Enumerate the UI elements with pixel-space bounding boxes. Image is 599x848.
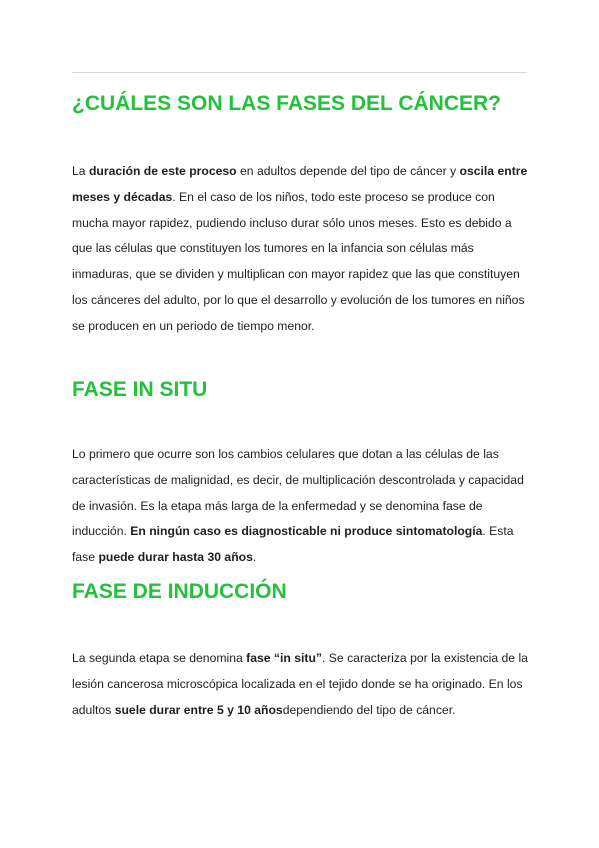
p1-line-5: inmaduras, que se dividen y multiplican con mayor rapidez que las que constituyen [72, 267, 520, 282]
p3-line-1 [72, 646, 532, 672]
text-run: fase [72, 550, 99, 565]
text-run: adultos [72, 702, 115, 717]
bold-run: fase “in situ” [246, 651, 323, 665]
induction-heading: FASE DE INDUCCIÓN [72, 580, 287, 603]
p2-line-4 [72, 519, 532, 545]
bold-run: suele durar entre 5 y 10 años [114, 702, 283, 717]
text-run: dependiendo del tipo de cáncer. [282, 702, 456, 717]
p1-line-3: mucha mayor rapidez, pudiendo incluso durar sólo unos meses. Esto es debido a [72, 215, 512, 230]
p2-line-2: características de malignidad, es decir, de multiplicación descontrolada y capacidad [72, 472, 524, 487]
text-run: La [72, 164, 89, 178]
p1-line-2 [72, 185, 532, 211]
situ-heading: FASE IN SITU [72, 378, 208, 401]
bold-run: duración de este proceso [88, 164, 237, 178]
bold-run: oscila entre [459, 164, 528, 178]
paragraph-situ [72, 442, 532, 571]
text-run: . [252, 550, 257, 565]
bold-run: meses y décadas [72, 189, 173, 204]
paragraph-induction [72, 646, 532, 723]
text-run: . Esta [482, 524, 514, 539]
p2-line-5 [72, 545, 532, 571]
p2-line-1: Lo primero que ocurre son los cambios celulares que dotan a las células de las [72, 447, 499, 461]
bold-run: En ningún caso es diagnosticable ni produce sintomatología [130, 524, 483, 539]
p1-line-4: que las células que constituyen los tumores en la infancia son células más [72, 241, 474, 256]
p3-line-3 [72, 698, 532, 724]
text-run: . Se caracteriza por la existencia de la [322, 651, 528, 665]
p3-line-2: lesión cancerosa microscópica localizada en el tejido donde se ha originado. En los [72, 676, 523, 691]
p1-line-7: se producen en un periodo de tiempo menor. [72, 318, 315, 333]
p1-line-1 [72, 159, 532, 185]
text-run: . En el caso de los niños, todo este proceso se produce con [172, 189, 495, 204]
text-run: inducción. [72, 524, 131, 539]
text-run: La segunda etapa se denomina [72, 651, 247, 665]
top-divider [72, 72, 527, 73]
p2-line-3: de invasión. Es la etapa más larga de la enfermedad y se denomina fase de [72, 498, 483, 513]
text-run: en adultos depende del tipo de cáncer y [236, 164, 460, 178]
paragraph-duration [72, 159, 532, 340]
bold-run: puede durar hasta 30 años [98, 550, 253, 565]
main-heading: ¿CUÁLES SON LAS FASES DEL CÁNCER? [72, 92, 501, 115]
p1-line-6: los cánceres del adulto, por lo que el desarrollo y evolución de los tumores en niños [72, 292, 525, 307]
